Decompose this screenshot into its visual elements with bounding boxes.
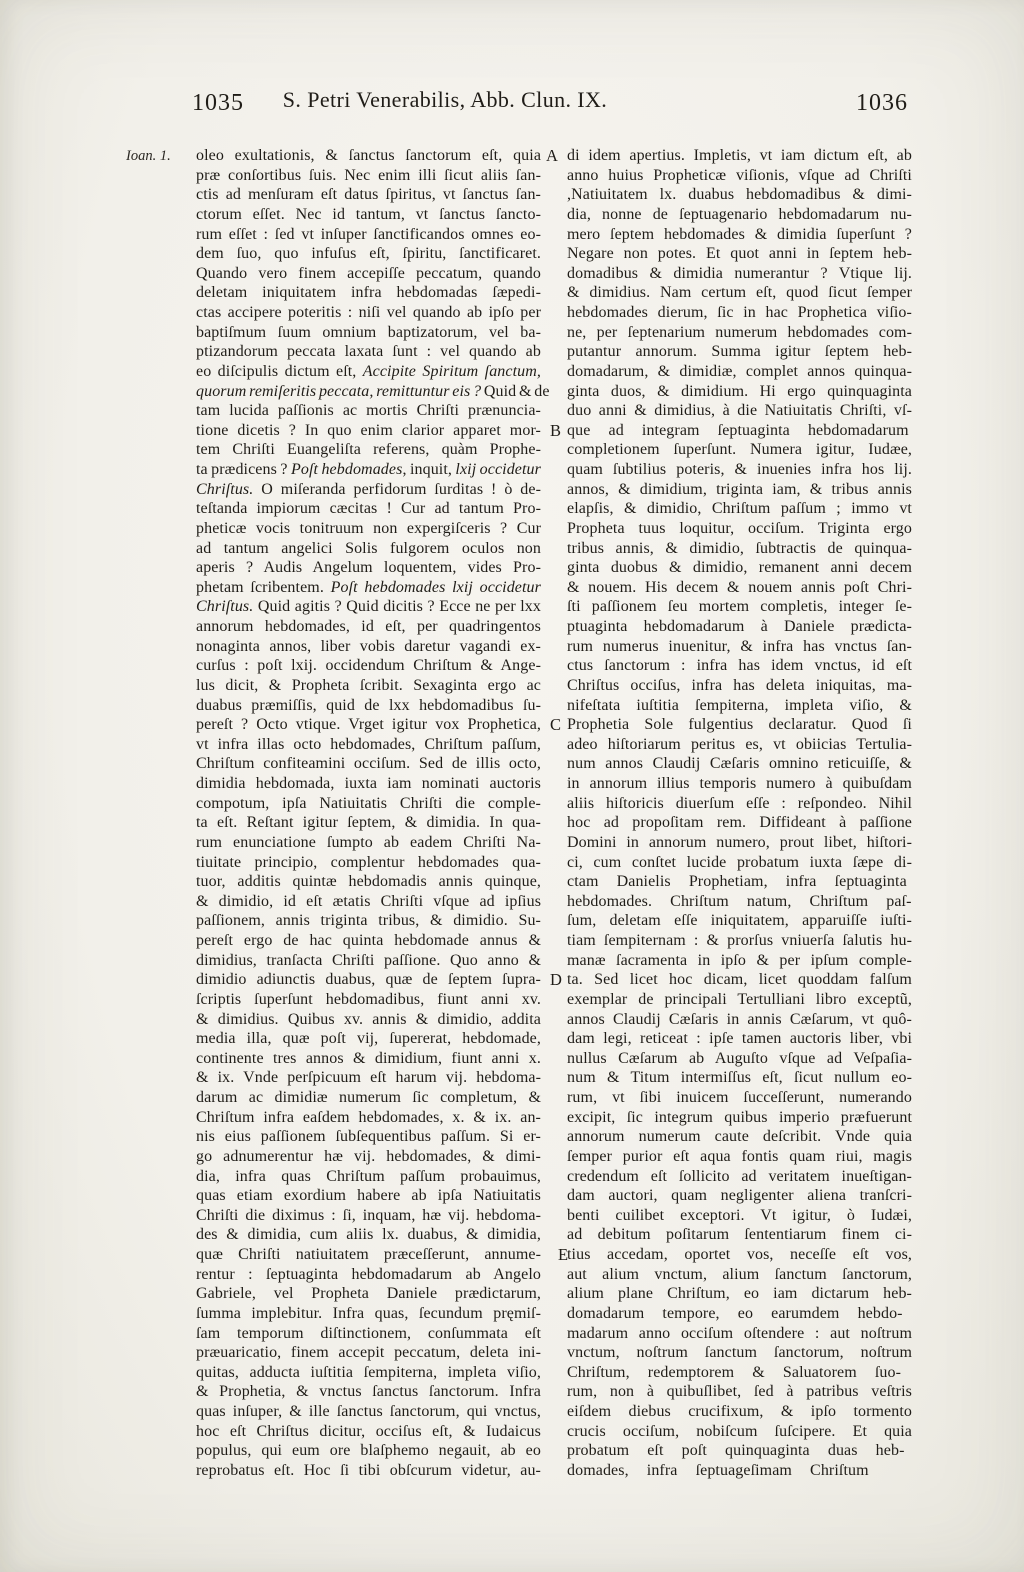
gutter-letter-C: C bbox=[550, 715, 562, 735]
text-line: mero ſeptem hebdomades & dimidia ſuperſunt ? bbox=[567, 225, 913, 243]
text-line: ginta duos, & dimidium. Hi ergo quinquaginta bbox=[567, 382, 913, 400]
folio-number-right: 1036 bbox=[856, 90, 908, 116]
text-line: ſumma implebitur. Infra quas, ſecundum pręmiſ- bbox=[196, 1304, 542, 1322]
text-line: oleo exultationis, & ſanctus ſanctorum eſt, quia bbox=[196, 147, 542, 164]
text-line: lus dicit, & Propheta ſcribit. Sexaginta ergo ac bbox=[196, 676, 541, 694]
text-line: ne, per ſeptenarium numerum hebdomades com- bbox=[567, 323, 913, 341]
text-line: quæ Chriſti natiuitatem præceſſerunt, annume- bbox=[196, 1246, 541, 1263]
text-line: ctas accipere poteritis : niſi vel quando ab ipſo per bbox=[196, 304, 541, 321]
text-line: dimidia hebdomada, iuxta iam nominati auctoris bbox=[196, 775, 541, 792]
gutter-letter-A: A bbox=[546, 146, 558, 165]
text-line: ad debitum poſitarum ſententiarum finem ci- bbox=[567, 1226, 913, 1244]
gutter-letter-D: D bbox=[550, 970, 562, 990]
text-line: ptizandorum peccata laxata ſunt : vel quando ab bbox=[196, 343, 541, 361]
text-line: putantur annorum. Summa igitur ſeptem heb- bbox=[567, 343, 913, 361]
text-line: dem ſuo, quo infuſus eſt, ſpiritu, ſanctificaret. bbox=[196, 245, 541, 263]
text-line: ta eſt. Reſtant igitur ſeptem, & dimidia. In qua- bbox=[196, 814, 541, 832]
text-line: rum, non à quibuſlibet, ſed à patribus veſtris bbox=[567, 1383, 912, 1401]
gutter-letter-E: E bbox=[558, 1245, 569, 1265]
text-line: hebdomades dierum, ſic in hac Prophetica viſio- bbox=[567, 304, 912, 321]
text-line: num & Titum intermiſſus eſt, ſicut nullum eo- bbox=[567, 1069, 913, 1087]
text-line: benti cuilibet exceptori. Vt igitur, ò Iudæi, bbox=[567, 1206, 912, 1224]
text-line: duabus præmiſſis, quid de lxx hebdomadibus ſu- bbox=[196, 696, 542, 714]
text-line: hoc eſt Chriſtus dicitur, occiſus eſt, & Iudaicus bbox=[196, 1422, 541, 1440]
text-line: ta. Sed licet hoc dicam, licet quoddam falſum bbox=[567, 971, 912, 989]
text-line: rum eſſet : ſed vt inſuper ſanctificandos omnes eo- bbox=[196, 225, 541, 243]
text-line: pereſt ? Octo vtique. Vrget igitur vox Prophetica, bbox=[196, 716, 542, 734]
text-line: tam lucida paſſionis ac mortis Chriſti prænuncia- bbox=[196, 402, 541, 420]
text-line: ci, cum conſtet lucide probatum iuxta ſæpe di- bbox=[567, 853, 912, 871]
text-line: Propheta tuus loquitur, occiſum. Triginta ergo bbox=[567, 519, 912, 537]
text-line: que ad integram ſeptuaginta hebdomadarum bbox=[567, 421, 909, 439]
text-line: Chriſtus occiſus, infra has deleta iniquitas, ma- bbox=[567, 676, 913, 694]
text-line: ptuaginta hebdomadarum à Daniele prædicta- bbox=[567, 618, 912, 635]
text-line: teſtanda impiorum cæcitas ! Cur ad tantum Pro- bbox=[196, 500, 542, 518]
text-line: annos Claudij Cæſaris in annis Cæſarum, vt quô- bbox=[567, 1010, 912, 1028]
text-line: Chriſtum confiteamini occiſum. Sed de illis octo, bbox=[196, 755, 541, 773]
margin-scripture-reference: Ioan. 1. bbox=[126, 148, 171, 164]
text-line: des & dimidia, cum aliis lx. duabus, & dimidia, bbox=[196, 1226, 541, 1244]
text-line: dam legi, reticeat : ipſe tamen auctoris liber, vbi bbox=[567, 1030, 913, 1048]
text-line: phetam ſcribentem. Poſt hebdomades lxij occidetur bbox=[196, 578, 541, 596]
text-line: elapſis, & dimidio, Chriſtum paſſum ; immo vt bbox=[567, 500, 912, 518]
text-line: domadarum, & dimidiæ, complet annos quinqua- bbox=[567, 362, 913, 380]
text-line: continente tres annos & dimidium, fiunt anni x. bbox=[196, 1049, 541, 1067]
text-line: tiam ſempiternam : & prorſus vniuerſa ſalutis hu- bbox=[567, 932, 912, 949]
text-line: annorum numerum caute deſcribit. Vnde quia bbox=[567, 1128, 913, 1146]
gutter-letter-B: B bbox=[550, 420, 562, 440]
text-line: anno huius Propheticæ viſionis, vſque ad Chriſti bbox=[567, 166, 912, 184]
text-line: adeo hiſtoriarum peritus es, vt obiicias Tertulia- bbox=[567, 735, 913, 753]
text-line: ad tantum angelici Solis fulgorem oculos non bbox=[196, 539, 541, 557]
text-line: populus, qui eum ore blaſphemo negauit, ab eo bbox=[196, 1442, 541, 1460]
text-line: alium plane Chriſtum, eo iam dictarum heb- bbox=[567, 1285, 912, 1303]
running-title: S. Petri Venerabilis, Abb. Clun. IX. bbox=[282, 87, 608, 112]
text-line: ginta duobus & dimidio, remanent anni decem bbox=[567, 559, 913, 577]
text-line: credendum eſt ſollicito ad veritatem inueſtigan- bbox=[567, 1167, 912, 1185]
folio-number-left: 1035 bbox=[192, 90, 244, 116]
text-line: exemplar de principali Tertulliani libro exceptũ, bbox=[567, 990, 912, 1008]
text-line: ctorum eſſet. Nec id tantum, vt ſanctus ſancto- bbox=[196, 205, 542, 223]
text-line: tuor, additis quintæ hebdomadis annis quinque, bbox=[196, 873, 541, 891]
text-line: paſſionem, annis triginta tribus, & dimidio. Su- bbox=[196, 912, 541, 930]
text-line: hebdomades. Chriſtum natum, Chriſtum paſ- bbox=[567, 892, 912, 910]
text-line: probatum eſt poſt quinquaginta duas heb- bbox=[567, 1442, 905, 1460]
text-line: Chriſti die diximus : ſi, inquam, hæ vij. hebdoma- bbox=[196, 1206, 541, 1224]
text-line: vt infra illas octo hebdomades, Chriſtum paſſum, bbox=[196, 735, 542, 753]
text-line: completionem ſuperſunt. Numera igitur, Iudæe, bbox=[567, 441, 913, 459]
text-line: nonaginta annos, liber vobis daretur vagandi ex- bbox=[196, 637, 541, 655]
text-line: & ix. Vnde perſpicuum eſt harum vij. hebdoma- bbox=[196, 1069, 542, 1087]
text-line: & dimidius. Nam certum eſt, quod ſicut ſemper bbox=[567, 284, 913, 302]
text-line: ſti paſſionem ſeu mortem completis, integer ſe- bbox=[567, 598, 913, 616]
text-line: domades, infra ſeptuageſimam Chriſtum bbox=[567, 1461, 869, 1479]
text-line: curſus : poſt lxij. occidendum Chriſtum & Ange- bbox=[196, 657, 542, 675]
text-line: ctus ſanctorum : infra has idem vnctus, id eſt bbox=[567, 657, 913, 675]
text-line: Chriſtus. Quid agitis ? Quid dicitis ? Ecce ne per lxx bbox=[196, 598, 542, 616]
text-line: pheticæ vocis tonitruum non expergiſceris ? Cur bbox=[196, 519, 542, 537]
text-line: num annos Claudij Cæſaris omnino reticuiſſe, & bbox=[567, 755, 912, 773]
text-line: aut alium vnctum, alium ſanctum ſanctorum, bbox=[567, 1265, 912, 1283]
text-line: Chriſtum infra eaſdem hebdomades, x. & ix. an- bbox=[196, 1108, 541, 1126]
text-line: annos, & dimidium, triginta iam, & tribus annis bbox=[567, 480, 912, 498]
text-line: Gabriele, vel Propheta Daniele prædictarum, bbox=[196, 1285, 541, 1303]
text-line: nifeſtata iuſtitia ſempiterna, impleta viſio, & bbox=[567, 696, 912, 714]
text-line: nullus Cæſarum ab Auguſto vſque ad Veſpaſia- bbox=[567, 1049, 912, 1067]
text-line: aperis ? Audis Angelum loquentem, vides Pro- bbox=[196, 559, 541, 577]
text-line: & dimidius. Quibus xv. annis & dimidio, addita bbox=[196, 1010, 541, 1028]
text-line: rum, vt ſibi inuicem ſucceſſerunt, numerando bbox=[567, 1089, 912, 1106]
text-line: quam ſubtilius poteris, & inuenies infra hos lij. bbox=[567, 461, 912, 478]
text-line: ſam temporum diſtinctionem, conſummata eſt bbox=[196, 1324, 541, 1342]
text-line: pereſt ergo de hac quinta hebdomade annus & bbox=[196, 932, 542, 949]
text-line: Domini in annorum numero, prout libet, hiſtori- bbox=[567, 833, 912, 851]
text-line: duo anni & dimidius, à die Natiuitatis Chriſti, vſ- bbox=[567, 402, 912, 420]
text-line: Prophetia Sole fulgentius declaratur. Quod ſi bbox=[567, 716, 912, 734]
text-line: hoc ad propoſitam rem. Diffideant à paſſione bbox=[567, 814, 912, 832]
text-line: tione dicetis ? In quo enim clarior apparet mor- bbox=[196, 421, 541, 439]
text-line: ſemper purior eſt aqua fontis quam riui, magis bbox=[567, 1147, 913, 1165]
text-line: madarum anno occiſum oſtendere : aut noſtrum bbox=[567, 1324, 913, 1342]
text-line: Chriſtus. O miſeranda perfidorum ſurditas ! ò de- bbox=[196, 480, 542, 498]
text-line: & Prophetia, & vnctus ſanctus ſanctorum. Infra bbox=[196, 1383, 541, 1401]
text-column-right bbox=[567, 146, 912, 1481]
text-line: eo diſcipulis dictum eſt, Accipite Spiritum ſanctum, bbox=[196, 362, 541, 380]
text-line: aliis hiſtoricis diuerſum eſſe : reſpondeo. Nihil bbox=[567, 794, 912, 812]
text-line: di idem apertius. Impletis, vt iam dictum eſt, ab bbox=[567, 147, 912, 164]
text-line: Chriſtum, redemptorem & Saluatorem ſuo- bbox=[567, 1363, 902, 1381]
text-line: quitas, adducta iuſtitia ſempiterna, impleta viſio, bbox=[196, 1363, 541, 1381]
text-line: nis eius paſſionem ſubſequentibus paſſum. Si er- bbox=[196, 1128, 541, 1146]
text-line: excipit, ſic integrum quibus imperio præfuerunt bbox=[567, 1108, 912, 1126]
text-line: reprobatus eſt. Hoc ſi tibi obſcurum videtur, au- bbox=[196, 1461, 541, 1479]
text-line: domadarum tempore, eo earumdem hebdo- bbox=[567, 1304, 903, 1322]
text-line: tiuitate principio, complentur hebdomades qua- bbox=[196, 853, 541, 871]
text-line: in annorum illius temporis numero à quibuſdam bbox=[567, 775, 912, 792]
text-line: dia, infra quas Chriſtum paſſum probauimus, bbox=[196, 1167, 541, 1185]
text-line: dam auctori, quam negligenter aliena tranſcri- bbox=[567, 1187, 913, 1205]
text-line: ſcriptis ſuperſunt hebdomadibus, fiunt anni xv. bbox=[196, 990, 541, 1008]
text-line: tius accedam, oportet vos, neceſſe eſt vos, bbox=[567, 1246, 913, 1263]
text-line: tem Chriſti Euangeliſta referens, quàm Prophe- bbox=[196, 441, 542, 459]
text-line: rum numerus inuenitur, & infra has vnctus ſan- bbox=[567, 637, 912, 655]
text-line: dimidio adiunctis duabus, quæ de ſeptem ſupra- bbox=[196, 971, 541, 989]
text-line: dia, nonne de ſeptuagenario hebdomadarum nu- bbox=[567, 205, 912, 223]
text-line: go adnumerentur hæ vij. hebdomades, & dimi- bbox=[196, 1147, 541, 1165]
text-line: eiſdem diebus crucifixum, & ipſo tormento bbox=[567, 1403, 913, 1420]
text-line: manæ ſacramenta in ipſo & per ipſum comple- bbox=[567, 951, 912, 969]
text-line: domadibus & dimidia numerantur ? Vtique lij. bbox=[567, 264, 913, 282]
text-line: ta prædicens ? Poſt hebdomades, inquit, lxij occidetur bbox=[196, 461, 541, 478]
text-line: ctam Danielis Prophetiam, infra ſeptuaginta bbox=[567, 873, 907, 891]
text-line: ,Natiuitatem lx. duabus hebdomadibus & dimi- bbox=[567, 186, 912, 204]
text-line: & nouem. His decem & nouem annis poſt Chri- bbox=[567, 578, 913, 596]
text-line: tribus annis, & dimidio, ſubtractis de quinqua- bbox=[567, 539, 913, 557]
text-line: rentur : ſeptuaginta hebdomadarum ab Angelo bbox=[196, 1265, 541, 1283]
text-line: præ conſortibus ſuis. Nec enim illi ſicut aliis ſan- bbox=[196, 166, 542, 184]
text-column-left bbox=[196, 146, 550, 1481]
text-line: ctis ad menſuram eſt datus ſpiritus, vt ſanctus ſan- bbox=[196, 186, 541, 204]
text-line: compotum, ipſa Natiuitatis Chriſti die comple- bbox=[196, 794, 541, 812]
text-line: quorum remiſeritis peccata, remittuntur eis ? Quid & de bbox=[196, 382, 550, 400]
text-line: darum ac dimidiæ numerum ſic completum, & bbox=[196, 1089, 541, 1106]
text-line: media illa, quæ poſt vij, ſupererat, hebdomade, bbox=[196, 1030, 541, 1048]
text-line: crucis occiſum, nobiſcum ſuſcipere. Et quia bbox=[567, 1422, 913, 1440]
text-line: rum enunciatione ſumpto ab eadem Chriſti Na- bbox=[196, 833, 541, 851]
text-line: præuaricatio, finem accepit peccatum, deleta ini- bbox=[196, 1344, 541, 1362]
text-line: baptiſmum ſuum omnium baptizatorum, vel ba- bbox=[196, 323, 541, 341]
text-line: quas inſuper, & ille ſanctus ſanctorum, qui vnctus, bbox=[196, 1403, 541, 1420]
text-line: vnctum, noſtrum ſanctum ſanctorum, noſtrum bbox=[567, 1344, 913, 1362]
text-line: dimidius, tranſacta Chriſti paſſione. Quo anno & bbox=[196, 951, 541, 969]
text-line: annorum hebdomades, id eſt, per quadringentos bbox=[196, 618, 541, 635]
text-line: deletam iniquitatem infra hebdomadas ſæpedi- bbox=[196, 284, 542, 302]
text-line: Quando vero finem accepiſſe peccatum, quando bbox=[196, 264, 541, 282]
text-line: ſum, deletam eſſe iniquitatem, apparuiſſe iuſti- bbox=[567, 912, 912, 930]
text-line: quas etiam exordium habere ab ipſa Natiuitatis bbox=[196, 1187, 541, 1205]
text-line: Negare non potes. Et quot anni in ſeptem heb- bbox=[567, 245, 913, 263]
text-line: & dimidio, id eſt ætatis Chriſti vſque ad ipſius bbox=[196, 892, 542, 910]
